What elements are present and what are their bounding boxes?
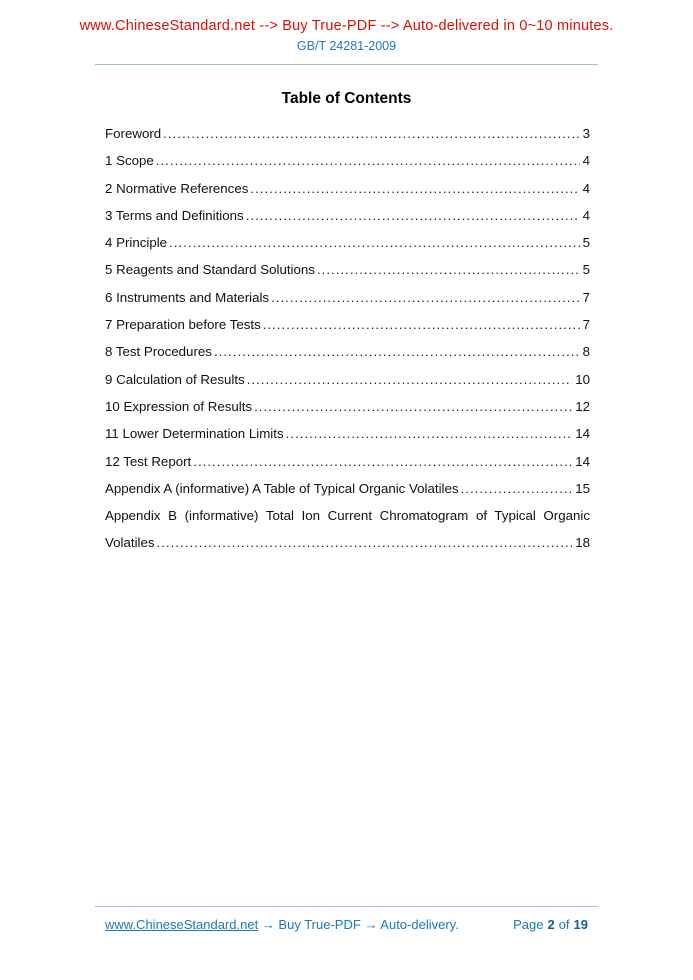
toc-entry	[105, 147, 590, 174]
toc-page-number: 5	[582, 262, 590, 278]
toc-entry	[105, 475, 590, 502]
toc-entry-label: 4 Principle	[105, 235, 168, 251]
toc-page-number: 4	[582, 207, 590, 223]
current-page-number: 2	[547, 917, 555, 932]
toc-entry	[105, 284, 590, 311]
toc-entry-label: 11 Lower Determination Limits	[105, 426, 284, 442]
toc-page-number: 15	[575, 480, 590, 496]
toc-page-number: 7	[582, 289, 590, 305]
toc-entry-row	[105, 448, 590, 475]
toc-dot-leader	[157, 529, 573, 556]
toc-page-number: 5	[582, 235, 590, 251]
promo-banner-text: www.ChineseStandard.net --> Buy True-PDF --> Auto-delivered in 0~10 minutes.	[79, 18, 614, 34]
toc-entry-row	[105, 311, 590, 338]
toc-dot-leader	[263, 311, 580, 338]
toc-entry-label: 3 Terms and Definitions	[105, 207, 244, 223]
toc-page-number: 8	[582, 344, 590, 360]
toc-page-number: 3	[582, 126, 590, 141]
page-footer	[105, 917, 590, 932]
toc-page-number: 18	[575, 535, 590, 551]
footer-promo	[105, 917, 459, 932]
toc-entry	[105, 366, 590, 393]
toc-entry-label: 1 Scope	[105, 153, 154, 169]
toc-entry-label: 5 Reagents and Standard Solutions	[105, 262, 315, 278]
toc-dot-leader	[271, 284, 580, 311]
toc-dot-leader	[214, 338, 580, 365]
toc-page-number: 4	[582, 180, 590, 196]
page-title: Table of Contents	[281, 90, 412, 107]
toc-entry-row	[105, 202, 590, 229]
toc-entry-continuation	[105, 529, 590, 556]
toc-dot-leader	[317, 256, 580, 283]
toc-entry-label-line1: Appendix B (informative) Total Ion Current Chromatogram of Typical Organic	[105, 508, 590, 524]
toc-entry-label: 6 Instruments and Materials	[105, 289, 270, 305]
toc-entry	[105, 393, 590, 420]
toc-entry-row	[105, 475, 590, 502]
toc-entry-label: Appendix A (informative) A Table of Typical Organic Volatiles	[105, 480, 459, 496]
toc-entry-label: 2 Normative References	[105, 180, 249, 196]
toc-entry	[105, 448, 590, 475]
toc-entry-row	[105, 338, 590, 365]
toc-entry	[105, 175, 590, 202]
toc-entry	[105, 502, 590, 557]
toc-entry-row	[105, 120, 590, 147]
toc-entry-label: 8 Test Procedures	[105, 344, 212, 360]
toc-entry-label: Foreword	[105, 126, 162, 141]
toc-dot-leader	[286, 420, 573, 447]
toc-entry-row	[105, 147, 590, 174]
page-indicator	[511, 917, 590, 932]
toc-entry	[105, 120, 590, 147]
toc-page-number: 7	[582, 317, 590, 333]
toc-page-number: 14	[575, 453, 590, 469]
toc-page-number: 12	[575, 398, 590, 414]
of-label: of	[558, 917, 570, 932]
toc-entry-label: 9 Calculation of Results	[105, 371, 245, 387]
table-of-contents	[105, 120, 590, 557]
standard-code: GB/T 24281-2009	[296, 39, 397, 53]
page-label: Page	[513, 917, 544, 932]
toc-entry	[105, 420, 590, 447]
footer-site-link[interactable]: www.ChineseStandard.net	[105, 917, 259, 932]
toc-entry-row	[105, 366, 590, 393]
total-page-number: 19	[573, 917, 588, 932]
toc-entry-label: 10 Expression of Results	[105, 398, 253, 414]
toc-entry-row	[105, 229, 590, 256]
footer-promo-tail: → Buy True-PDF → Auto-delivery.	[258, 917, 459, 932]
toc-dot-leader	[169, 229, 580, 256]
toc-page-number: 14	[575, 426, 590, 442]
toc-entry	[105, 202, 590, 229]
toc-dot-leader	[156, 147, 580, 174]
toc-entry	[105, 338, 590, 365]
toc-entry-row	[105, 256, 590, 283]
toc-entry-row	[105, 420, 590, 447]
toc-entry-label: 7 Preparation before Tests	[105, 317, 261, 333]
toc-dot-leader	[163, 120, 579, 147]
toc-page-number: 10	[575, 371, 590, 387]
toc-dot-leader	[246, 202, 580, 229]
toc-entry-row	[105, 284, 590, 311]
toc-page-number: 4	[582, 153, 590, 169]
toc-entry	[105, 256, 590, 283]
footer-divider	[95, 906, 598, 907]
toc-entry-label-line2: Volatiles	[105, 535, 155, 551]
toc-dot-leader	[254, 393, 572, 420]
toc-entry	[105, 229, 590, 256]
toc-dot-leader	[193, 448, 572, 475]
toc-dot-leader	[247, 366, 573, 393]
header-divider	[95, 64, 598, 65]
toc-entry	[105, 311, 590, 338]
toc-entry-row	[105, 393, 590, 420]
toc-entry-row	[105, 175, 590, 202]
toc-entry-label: 12 Test Report	[105, 453, 192, 469]
toc-dot-leader	[250, 175, 579, 202]
page-header	[0, 18, 693, 53]
toc-dot-leader	[461, 475, 573, 502]
